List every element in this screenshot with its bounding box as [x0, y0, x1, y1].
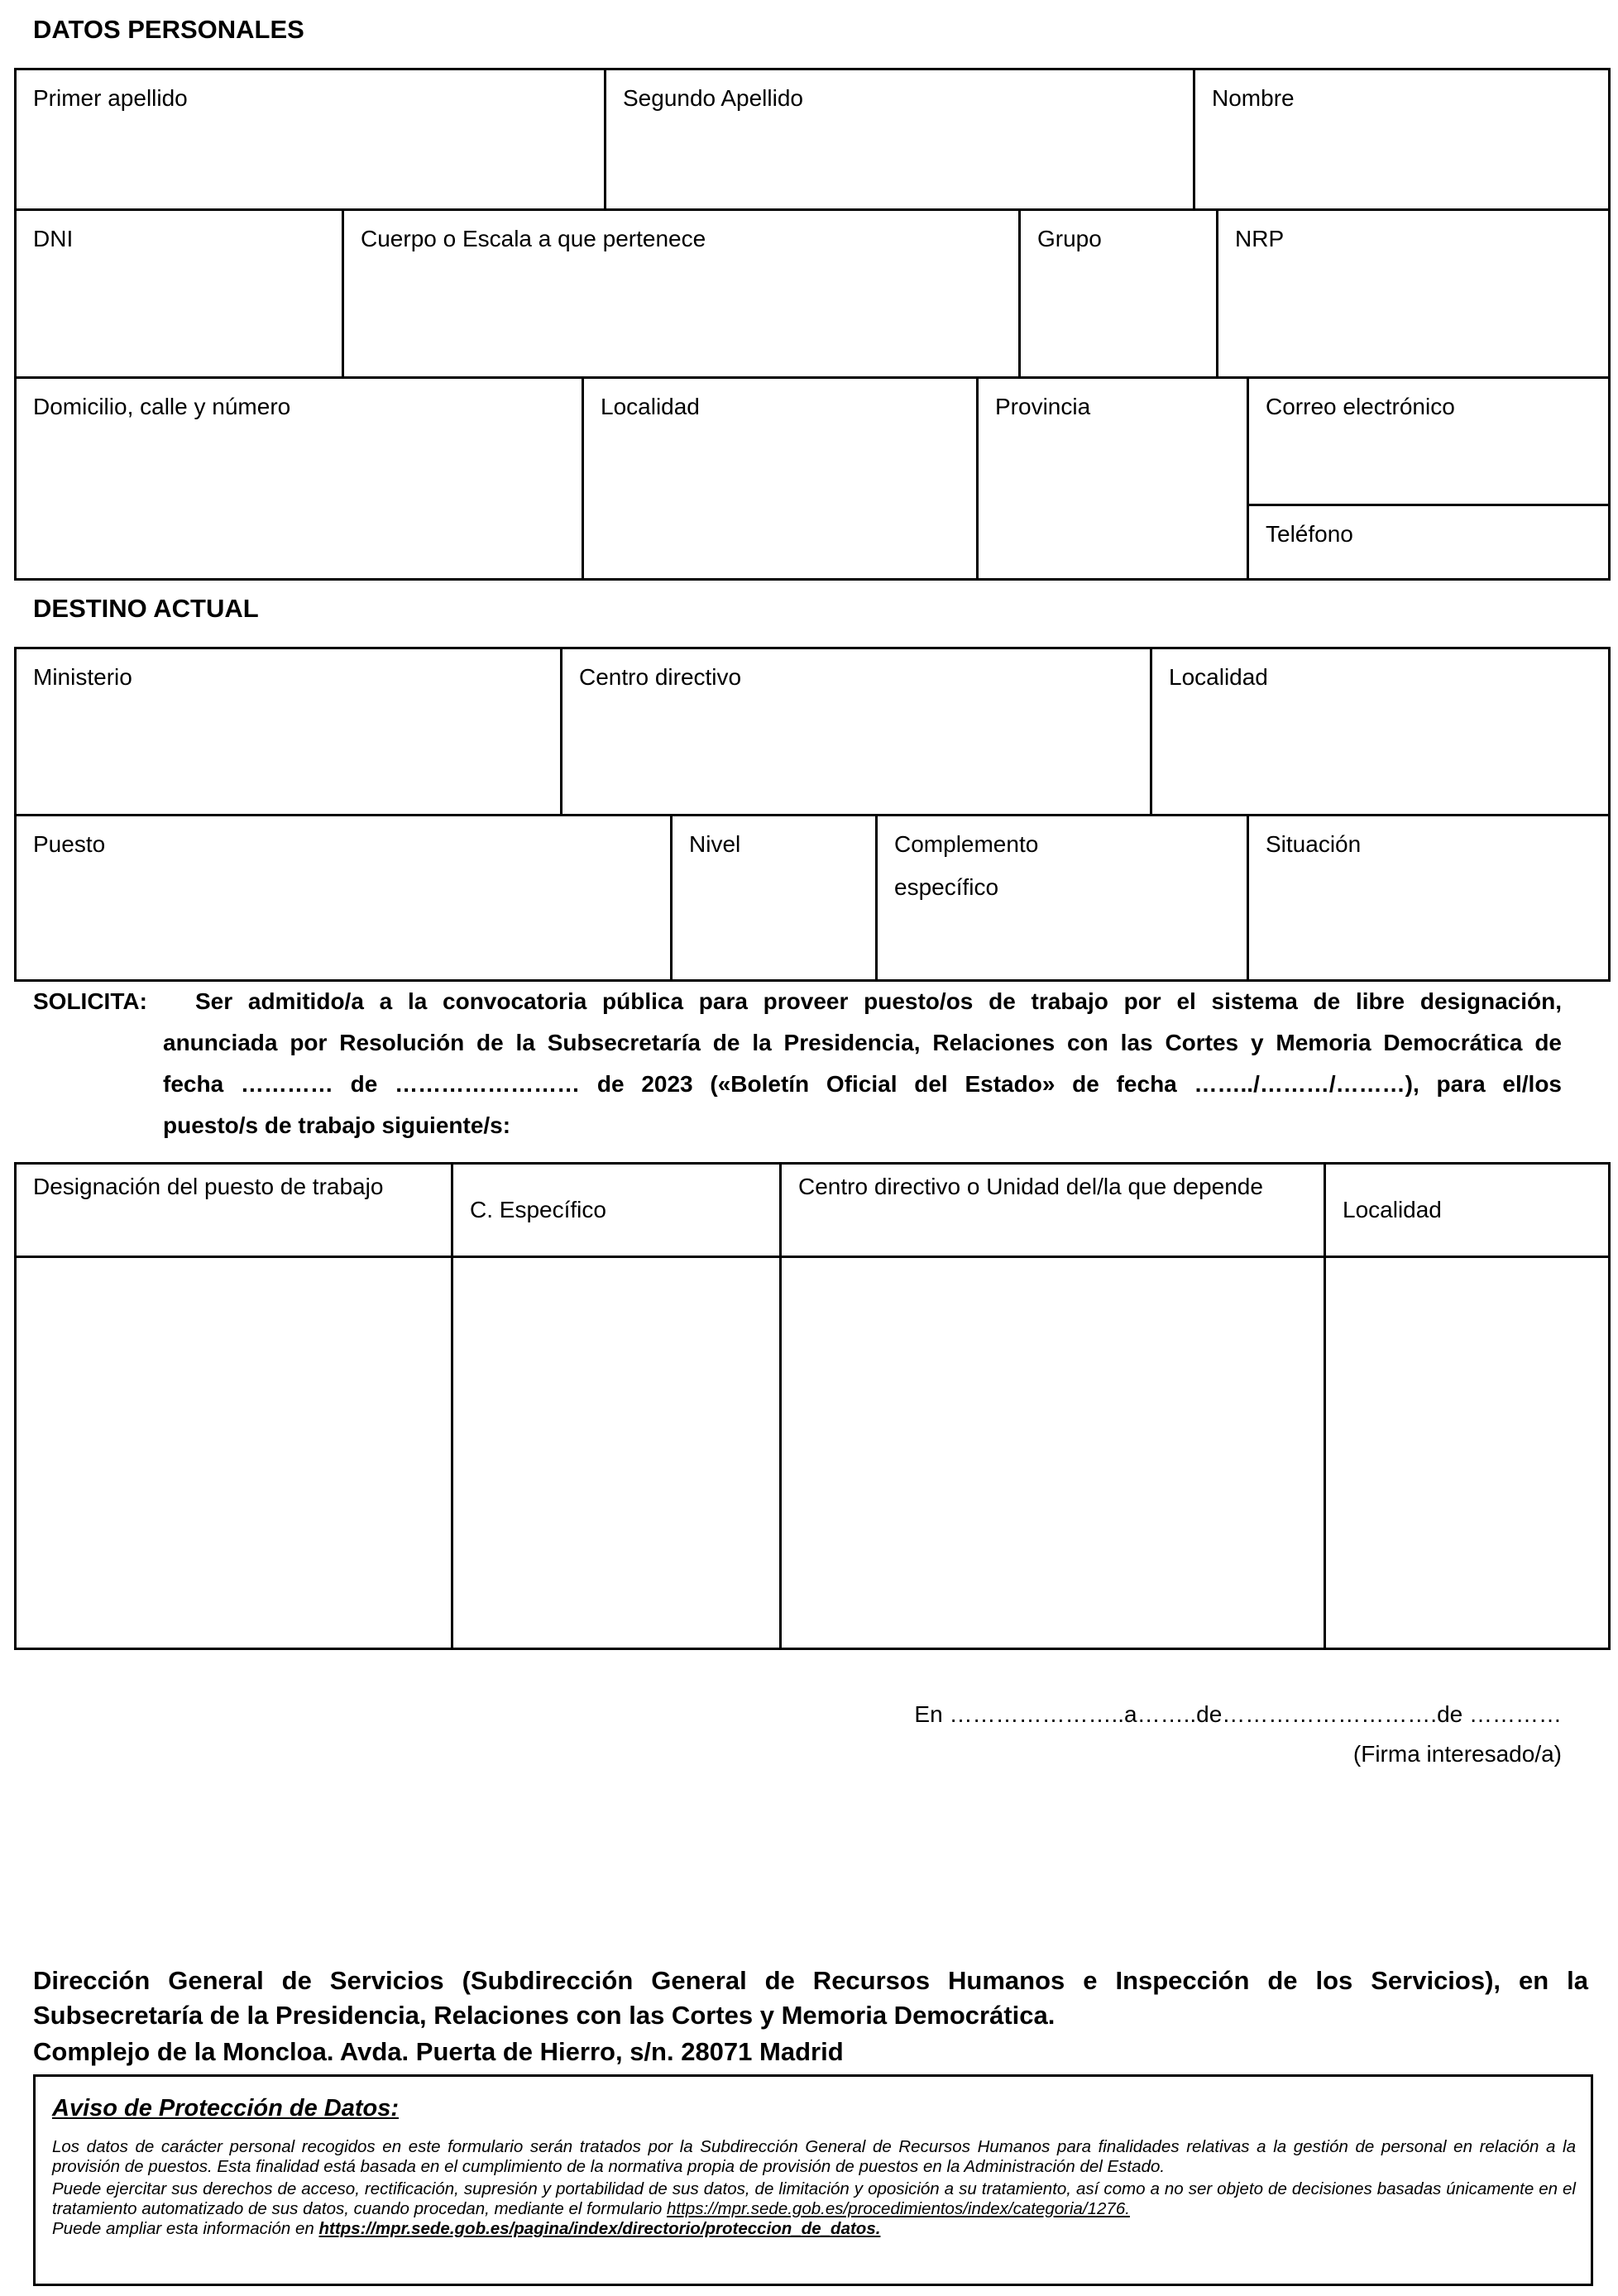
firma-fecha-line: En …………………..a……..de……………………….de …………	[914, 1701, 1562, 1727]
solicita-line-4: puesto/s de trabajo siguiente/s:	[163, 1112, 511, 1138]
puestos-header-centro-directivo: Centro directivo o Unidad del/la que depende	[798, 1174, 1263, 1199]
solicita-label: SOLICITA:	[33, 988, 147, 1014]
field-nrp[interactable]: NRP	[1235, 226, 1285, 251]
field-situacion[interactable]: Situación	[1266, 831, 1362, 857]
puestos-cell-c-especifico[interactable]	[453, 1258, 779, 1648]
puestos-header-localidad: Localidad	[1343, 1197, 1442, 1222]
solicita-line-1: Ser admitido/a a la convocatoria pública para proveer puesto/os de trabajo por el sistema de libre designación,	[195, 988, 1562, 1014]
aviso-link-proteccion-datos[interactable]: https://mpr.sede.gob.es/pagina/index/directorio/proteccion_de_datos.	[318, 2219, 881, 2238]
puestos-header-designacion: Designación del puesto de trabajo	[33, 1174, 384, 1199]
field-primer-apellido[interactable]: Primer apellido	[33, 85, 188, 111]
solicita-line-2: anunciada por Resolución de la Subsecretaría de la Presidencia, Relaciones con las Cortes y Memoria Democrática de	[163, 1030, 1562, 1055]
aviso-link-formulario[interactable]: https://mpr.sede.gob.es/procedimientos/index/categoria/1276.	[667, 2199, 1130, 2218]
aviso-title: Aviso de Protección de Datos:	[52, 2095, 399, 2121]
section-heading-datos-personales: DATOS PERSONALES	[33, 15, 304, 44]
direccion-line-3: Complejo de la Moncloa. Avda. Puerta de Hierro, s/n. 28071 Madrid	[33, 2037, 844, 2066]
field-ministerio[interactable]: Ministerio	[33, 664, 132, 690]
puestos-cell-centro-directivo[interactable]	[782, 1258, 1324, 1648]
datos-personales-table	[14, 68, 1611, 581]
field-nombre[interactable]: Nombre	[1212, 85, 1295, 111]
direccion-line-2: Subsecretaría de la Presidencia, Relaciones con las Cortes y Memoria Democrática.	[33, 2001, 1056, 2030]
aviso-proteccion-datos	[33, 2074, 1593, 2286]
field-complemento-especifico[interactable]: Complemento específico	[894, 831, 1039, 900]
field-cuerpo-escala[interactable]: Cuerpo o Escala a que pertenece	[361, 226, 706, 251]
field-grupo[interactable]: Grupo	[1037, 226, 1102, 251]
puestos-table	[14, 1162, 1611, 1650]
section-heading-destino-actual: DESTINO ACTUAL	[33, 594, 259, 623]
field-puesto[interactable]: Puesto	[33, 831, 106, 857]
field-telefono[interactable]: Teléfono	[1266, 521, 1353, 547]
aviso-paragraph-1: Los datos de carácter personal recogidos en este formulario serán tratados por la Subdirección General de Recursos Humanos para finalidades relativas a la gestión de personal en relación a la provisión de puestos. Esta finalidad está basada en el cumplimiento de la normativa propia de provisión de puestos en la Administración del Estado.	[52, 2137, 1576, 2176]
puestos-header-c-especifico: C. Específico	[470, 1197, 606, 1222]
firma-label: (Firma interesado/a)	[1352, 1741, 1562, 1767]
solicita-line-3: fecha ………… de …………………… de 2023 («Boletín Oficial del Estado» de fecha ……../………/………), para el/los	[163, 1071, 1562, 1097]
field-dni[interactable]: DNI	[33, 226, 74, 251]
direccion-line-1: Dirección General de Servicios (Subdirección General de Recursos Humanos e Inspección de los Servicios), en la	[33, 1966, 1588, 1995]
puestos-cell-designacion[interactable]	[17, 1258, 451, 1648]
destino-actual-table	[14, 647, 1611, 982]
field-correo-electronico[interactable]: Correo electrónico	[1266, 394, 1455, 419]
field-domicilio[interactable]: Domicilio, calle y número	[33, 394, 291, 419]
aviso-paragraph-2: Puede ejercitar sus derechos de acceso, rectificación, supresión y portabilidad de sus datos, de limitación y oposición a su tratamiento, así como a no ser objeto de decisiones basadas únicamente en el tratamiento automatizado de sus datos, cuando procedan, mediante el formulario https://mpr.sede.gob.es/procedimientos/index/categoria/1276.	[52, 2179, 1576, 2218]
field-provincia[interactable]: Provincia	[995, 394, 1091, 419]
puestos-cell-localidad[interactable]	[1326, 1258, 1608, 1648]
field-centro-directivo[interactable]: Centro directivo	[579, 664, 742, 690]
field-localidad[interactable]: Localidad	[601, 394, 700, 419]
aviso-paragraph-3: Puede ampliar esta información en https://mpr.sede.gob.es/pagina/index/directorio/proteccion_de_datos.	[52, 2219, 881, 2238]
field-segundo-apellido[interactable]: Segundo Apellido	[623, 85, 803, 111]
field-nivel[interactable]: Nivel	[689, 831, 741, 857]
field-destino-localidad[interactable]: Localidad	[1169, 664, 1268, 690]
